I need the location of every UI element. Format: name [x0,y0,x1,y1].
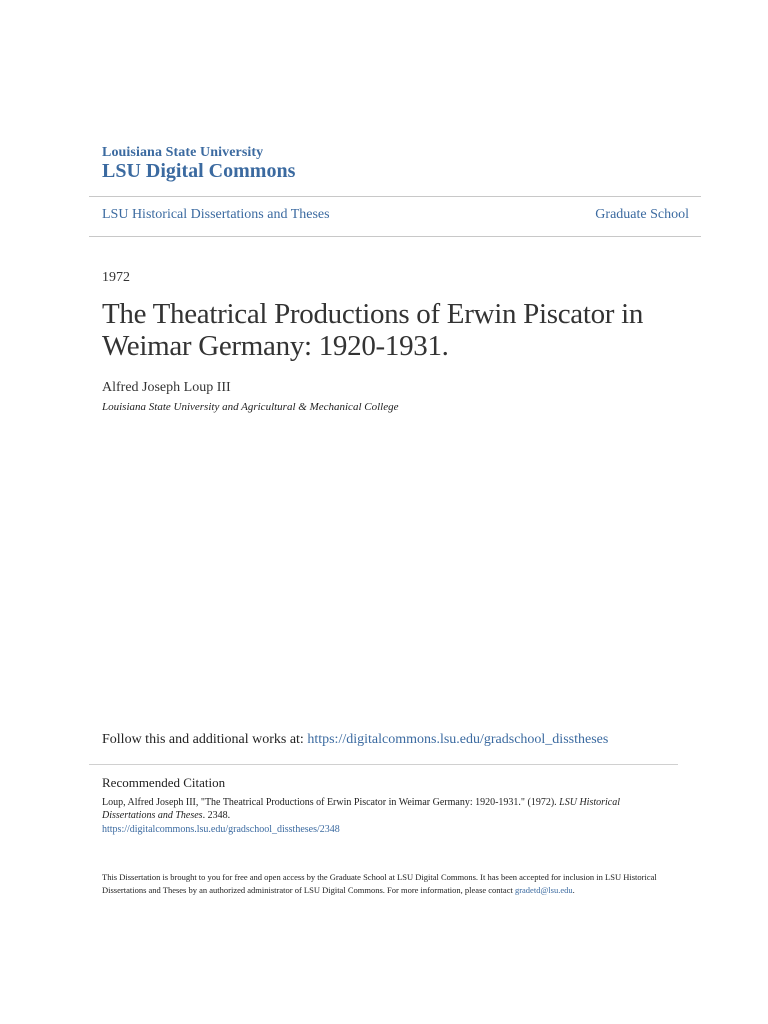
notice-text: This Dissertation is brought to you for free and open access by the Graduate School at LSU Digital Commons. It has been accepted for inclusion in LSU Historical Dissertations and Theses by an authorized administrator of LSU Digital Commons. For more information, please contact [102,872,657,895]
follow-line [102,732,608,748]
author-affiliation: Louisiana State University and Agricultural & Mechanical College [102,401,399,413]
document-title: The Theatrical Productions of Erwin Piscator in Weimar Germany: 1920-1931. [102,298,644,362]
follow-prefix: Follow this and additional works at: [102,732,308,747]
citation-url-link[interactable]: https://digitalcommons.lsu.edu/gradschool_disstheses/2348 [102,824,340,835]
notice-end: . [572,885,575,895]
contact-email-link[interactable]: gradetd@lsu.edu [514,885,573,895]
citation-series: LSU Historical Dissertations and Theses [102,797,621,821]
citation-main: Loup, Alfred Joseph III, "The Theatrical Productions of Erwin Piscator in Weimar Germany: 1920-1931." (1972). [102,797,560,808]
header-divider-top [89,196,701,197]
header-divider-bottom [89,236,701,237]
collection-link[interactable]: LSU Historical Dissertations and Theses [102,207,330,222]
author-name: Alfred Joseph Loup III [102,380,231,395]
citation-heading: Recommended Citation [102,775,226,790]
publication-year: 1972 [102,270,130,285]
repository-name[interactable]: LSU Digital Commons [102,160,296,182]
citation-number: . 2348. [202,810,231,821]
access-notice [102,871,662,897]
citation-divider [89,764,678,765]
graduate-school-link[interactable]: Graduate School [595,207,689,222]
institution-name: Louisiana State University [102,145,264,160]
citation-text [102,796,662,822]
follow-url-link[interactable]: https://digitalcommons.lsu.edu/gradschool_disstheses [307,732,609,747]
